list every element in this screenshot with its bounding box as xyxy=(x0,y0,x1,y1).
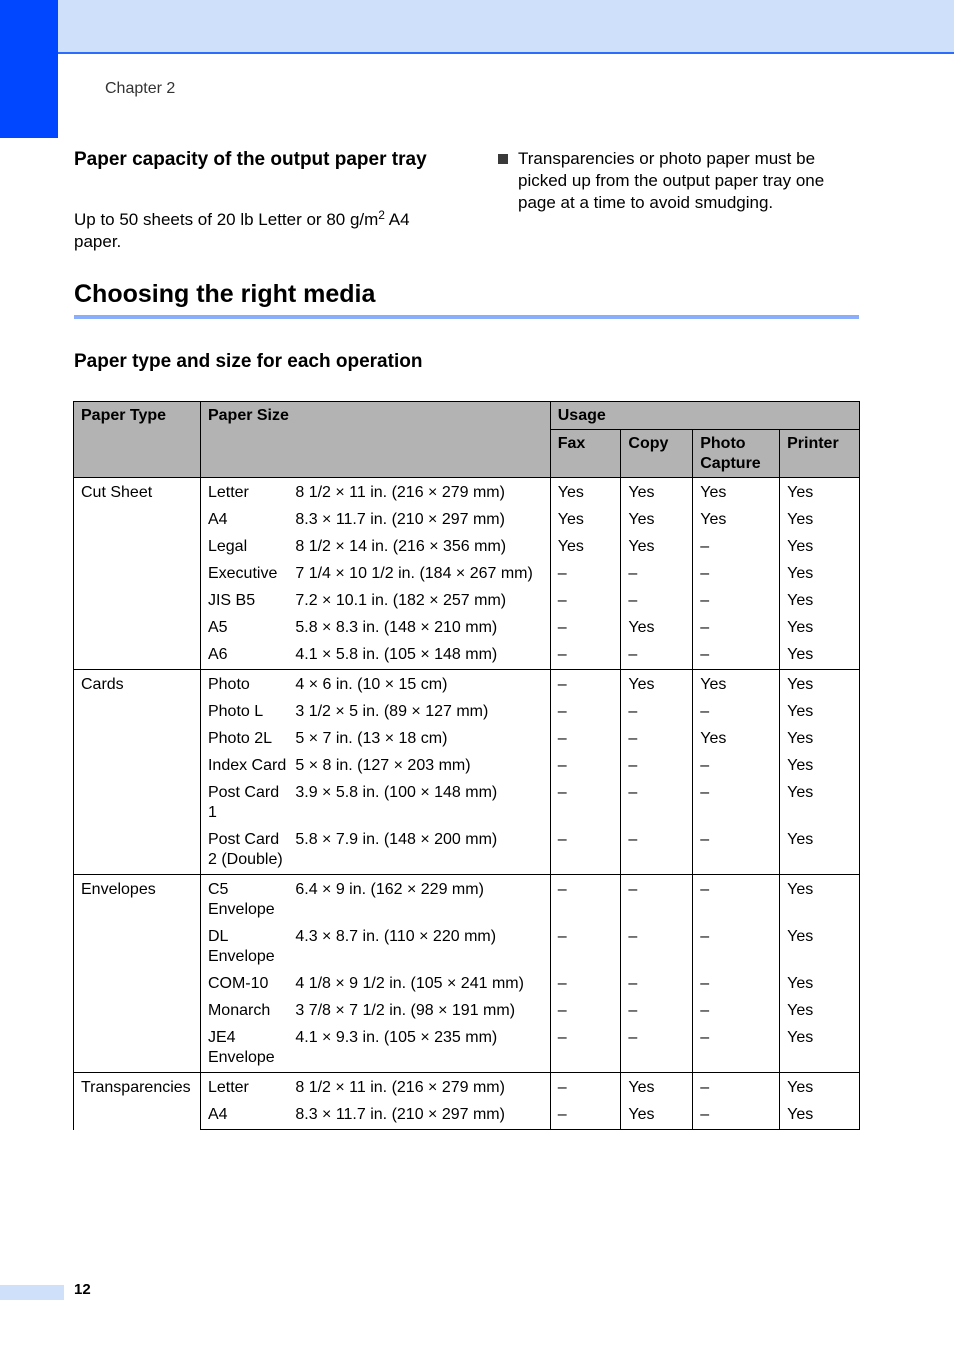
copy-cell: – xyxy=(621,726,693,753)
printer-cell: Yes xyxy=(780,1073,860,1103)
printer-cell: Yes xyxy=(780,827,860,875)
photo-capture-cell: – xyxy=(693,534,780,561)
photo-capture-cell: – xyxy=(693,615,780,642)
paper-size-dimensions: 4 × 6 in. (10 × 15 cm) xyxy=(295,670,550,700)
subsection-title: Paper type and size for each operation xyxy=(74,351,423,372)
paper-size-dimensions: 4.1 × 5.8 in. (105 × 148 mm) xyxy=(295,642,550,670)
header-paper-size: Paper Size xyxy=(200,402,550,478)
paper-size-name: Photo L xyxy=(200,699,295,726)
copy-cell: Yes xyxy=(621,478,693,508)
paper-type-cell: Cut Sheet xyxy=(74,478,201,670)
paper-size-name: Index Card xyxy=(200,753,295,780)
paper-size-dimensions: 5.8 × 8.3 in. (148 × 210 mm) xyxy=(295,615,550,642)
printer-cell: Yes xyxy=(780,588,860,615)
photo-capture-cell: – xyxy=(693,1025,780,1073)
output-tray-heading: Paper capacity of the output paper tray xyxy=(74,149,427,170)
transparency-note xyxy=(498,148,858,214)
capacity-superscript: 2 xyxy=(378,208,385,222)
copy-cell: – xyxy=(621,1025,693,1073)
paper-size-name: Legal xyxy=(200,534,295,561)
copy-cell: Yes xyxy=(621,507,693,534)
photo-capture-cell: – xyxy=(693,642,780,670)
photo-capture-cell: Yes xyxy=(693,726,780,753)
output-tray-capacity xyxy=(74,209,454,253)
printer-cell: Yes xyxy=(780,615,860,642)
table-group xyxy=(74,670,860,875)
chapter-tab xyxy=(0,0,58,138)
table-row xyxy=(74,1073,860,1103)
paper-size-dimensions: 4.3 × 8.7 in. (110 × 220 mm) xyxy=(295,924,550,971)
footer-bar xyxy=(0,1285,64,1300)
printer-cell: Yes xyxy=(780,534,860,561)
chapter-label: Chapter 2 xyxy=(105,80,176,97)
transparency-note-text: Transparencies or photo paper must be picked up from the output paper tray one page at a time to avoid smudging. xyxy=(518,149,825,212)
fax-cell: – xyxy=(550,699,621,726)
photo-capture-cell: – xyxy=(693,971,780,998)
fax-cell: Yes xyxy=(550,478,621,508)
header-paper-type: Paper Type xyxy=(74,402,201,478)
printer-cell: Yes xyxy=(780,478,860,508)
printer-cell: Yes xyxy=(780,875,860,925)
printer-cell: Yes xyxy=(780,780,860,827)
copy-cell: Yes xyxy=(621,1102,693,1130)
photo-capture-cell: Yes xyxy=(693,507,780,534)
fax-cell: – xyxy=(550,615,621,642)
copy-cell: – xyxy=(621,699,693,726)
copy-cell: – xyxy=(621,827,693,875)
paper-type-cell: Transparencies xyxy=(74,1073,201,1130)
printer-cell: Yes xyxy=(780,924,860,971)
printer-cell: Yes xyxy=(780,971,860,998)
header-photo-capture: Photo Capture xyxy=(693,430,780,478)
paper-size-dimensions: 8.3 × 11.7 in. (210 × 297 mm) xyxy=(295,1102,550,1130)
paper-size-name: JIS B5 xyxy=(200,588,295,615)
photo-capture-cell: – xyxy=(693,827,780,875)
paper-size-dimensions: 8 1/2 × 11 in. (216 × 279 mm) xyxy=(295,1073,550,1103)
fax-cell: – xyxy=(550,642,621,670)
printer-cell: Yes xyxy=(780,726,860,753)
copy-cell: Yes xyxy=(621,670,693,700)
fax-cell: – xyxy=(550,1025,621,1073)
paper-size-name: Photo 2L xyxy=(200,726,295,753)
photo-capture-cell: Yes xyxy=(693,478,780,508)
fax-cell: Yes xyxy=(550,534,621,561)
fax-cell: – xyxy=(550,780,621,827)
page-number: 12 xyxy=(74,1281,91,1298)
photo-capture-cell: – xyxy=(693,780,780,827)
section-title: Choosing the right media xyxy=(74,280,376,308)
paper-size-dimensions: 8 1/2 × 11 in. (216 × 279 mm) xyxy=(295,478,550,508)
photo-capture-cell: Yes xyxy=(693,670,780,700)
header-fax: Fax xyxy=(550,430,621,478)
table-row xyxy=(74,875,860,925)
printer-cell: Yes xyxy=(780,670,860,700)
photo-capture-cell: – xyxy=(693,753,780,780)
capacity-text: Up to 50 sheets of 20 lb Letter or 80 g/m xyxy=(74,210,379,229)
copy-cell: – xyxy=(621,561,693,588)
printer-cell: Yes xyxy=(780,507,860,534)
photo-capture-cell: – xyxy=(693,998,780,1025)
paper-size-dimensions: 8 1/2 × 14 in. (216 × 356 mm) xyxy=(295,534,550,561)
paper-size-name: JE4 Envelope xyxy=(200,1025,295,1073)
paper-size-dimensions: 4 1/8 × 9 1/2 in. (105 × 241 mm) xyxy=(295,971,550,998)
fax-cell: – xyxy=(550,971,621,998)
table-group xyxy=(74,1073,860,1130)
copy-cell: – xyxy=(621,753,693,780)
copy-cell: Yes xyxy=(621,534,693,561)
copy-cell: – xyxy=(621,971,693,998)
printer-cell: Yes xyxy=(780,699,860,726)
paper-size-dimensions: 5.8 × 7.9 in. (148 × 200 mm) xyxy=(295,827,550,875)
paper-size-name: A5 xyxy=(200,615,295,642)
table-group xyxy=(74,875,860,1073)
fax-cell: – xyxy=(550,726,621,753)
header-printer: Printer xyxy=(780,430,860,478)
paper-size-dimensions: 7.2 × 10.1 in. (182 × 257 mm) xyxy=(295,588,550,615)
fax-cell: – xyxy=(550,670,621,700)
copy-cell: Yes xyxy=(621,1073,693,1103)
header-copy: Copy xyxy=(621,430,693,478)
copy-cell: – xyxy=(621,875,693,925)
copy-cell: – xyxy=(621,642,693,670)
header-bar xyxy=(0,0,954,54)
paper-size-dimensions: 8.3 × 11.7 in. (210 × 297 mm) xyxy=(295,507,550,534)
copy-cell: – xyxy=(621,924,693,971)
printer-cell: Yes xyxy=(780,642,860,670)
paper-size-name: Letter xyxy=(200,1073,295,1103)
fax-cell: – xyxy=(550,561,621,588)
paper-size-name: C5 Envelope xyxy=(200,875,295,925)
paper-size-dimensions: 7 1/4 × 10 1/2 in. (184 × 267 mm) xyxy=(295,561,550,588)
fax-cell: – xyxy=(550,998,621,1025)
paper-type-cell: Envelopes xyxy=(74,875,201,1073)
printer-cell: Yes xyxy=(780,998,860,1025)
paper-size-name: Post Card 1 xyxy=(200,780,295,827)
photo-capture-cell: – xyxy=(693,924,780,971)
photo-capture-cell: – xyxy=(693,1102,780,1130)
table-group xyxy=(74,478,860,670)
photo-capture-cell: – xyxy=(693,699,780,726)
paper-size-name: A4 xyxy=(200,507,295,534)
photo-capture-cell: – xyxy=(693,588,780,615)
table-row xyxy=(74,670,860,700)
paper-size-name: Monarch xyxy=(200,998,295,1025)
square-bullet-icon xyxy=(498,154,508,164)
copy-cell: – xyxy=(621,588,693,615)
printer-cell: Yes xyxy=(780,753,860,780)
paper-size-dimensions: 3 7/8 × 7 1/2 in. (98 × 191 mm) xyxy=(295,998,550,1025)
copy-cell: – xyxy=(621,780,693,827)
paper-size-name: Post Card 2 (Double) xyxy=(200,827,295,875)
paper-size-name: Executive xyxy=(200,561,295,588)
paper-size-dimensions: 3 1/2 × 5 in. (89 × 127 mm) xyxy=(295,699,550,726)
paper-size-name: A4 xyxy=(200,1102,295,1130)
capacity-text-end: A4 paper. xyxy=(74,210,410,251)
photo-capture-cell: – xyxy=(693,875,780,925)
paper-size-dimensions: 6.4 × 9 in. (162 × 229 mm) xyxy=(295,875,550,925)
section-divider xyxy=(74,315,859,319)
fax-cell: – xyxy=(550,1102,621,1130)
paper-size-name: COM-10 xyxy=(200,971,295,998)
fax-cell: – xyxy=(550,588,621,615)
fax-cell: – xyxy=(550,924,621,971)
header-usage: Usage xyxy=(550,402,859,430)
copy-cell: – xyxy=(621,998,693,1025)
paper-type-cell: Cards xyxy=(74,670,201,875)
paper-size-dimensions: 3.9 × 5.8 in. (100 × 148 mm) xyxy=(295,780,550,827)
paper-size-name: Photo xyxy=(200,670,295,700)
paper-size-name: A6 xyxy=(200,642,295,670)
paper-size-name: Letter xyxy=(200,478,295,508)
printer-cell: Yes xyxy=(780,1102,860,1130)
paper-media-table xyxy=(73,401,860,1130)
fax-cell: – xyxy=(550,1073,621,1103)
fax-cell: – xyxy=(550,827,621,875)
paper-size-dimensions: 5 × 7 in. (13 × 18 cm) xyxy=(295,726,550,753)
fax-cell: Yes xyxy=(550,507,621,534)
photo-capture-cell: – xyxy=(693,1073,780,1103)
fax-cell: – xyxy=(550,875,621,925)
fax-cell: – xyxy=(550,753,621,780)
photo-capture-cell: – xyxy=(693,561,780,588)
printer-cell: Yes xyxy=(780,1025,860,1073)
paper-size-dimensions: 4.1 × 9.3 in. (105 × 235 mm) xyxy=(295,1025,550,1073)
printer-cell: Yes xyxy=(780,561,860,588)
table-row xyxy=(74,478,860,508)
paper-size-name: DL Envelope xyxy=(200,924,295,971)
paper-size-dimensions: 5 × 8 in. (127 × 203 mm) xyxy=(295,753,550,780)
copy-cell: Yes xyxy=(621,615,693,642)
